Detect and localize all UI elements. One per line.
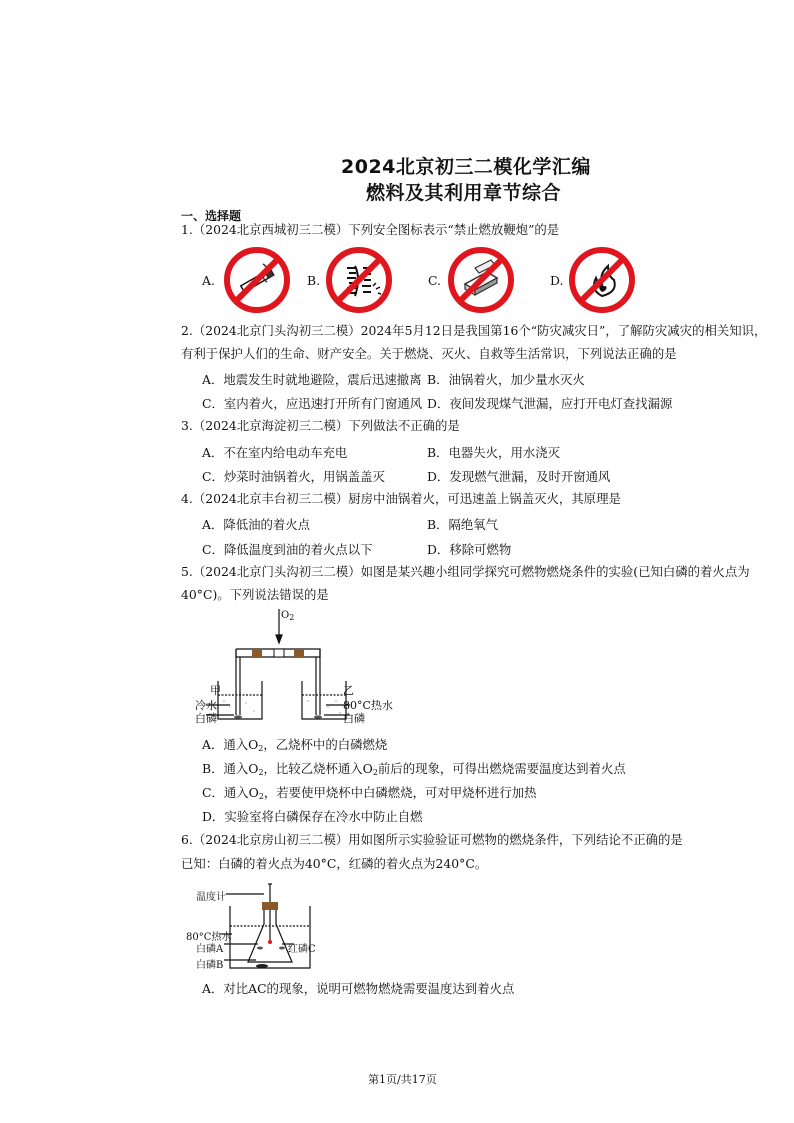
question-1-stem: 1.（2024北京西城初三二模）下列安全图标表示“禁止燃放鞭炮”的是 [181,222,560,237]
q1-label-c: C. [428,273,441,288]
no-matches-icon [447,246,515,314]
q3-option-a: A．不在室内给电动车充电 [202,445,348,460]
q5-label-hot-water: 80°C热水 [343,699,393,712]
question-6-known: 已知：白磷的着火点为40°C，红磷的着火点为240°C。 [181,856,488,871]
question-6-stem: 6.（2024北京房山初三二模）用如图所示实验验证可燃物的燃烧条件，下列结论不正确的是 [181,832,683,847]
q5-option-a: A．通入$O_2$，乙烧杯中的白磷燃烧 [202,737,388,753]
question-2-stem-line1: 2.（2024北京门头沟初三二模）2024年5月12日是我国第16个“防灾减灾日”，了解防灾减灾的相关知识， [181,323,767,338]
q3-option-d: D．发现燃气泄漏，及时开窗通风 [427,469,611,484]
q5-label-yi: 乙 [343,684,354,697]
section-heading: 一、选择题 [181,209,242,223]
q3-option-c: C．炒菜时油锅着火，用锅盖盖灭 [202,469,385,484]
q5-option-c: C．通入$O_2$，若要使甲烧杯中白磷燃烧，可对甲烧杯进行加热 [202,785,537,801]
q3-option-b: B．电器失火，用水浇灭 [427,445,561,460]
q4-option-d: D．移除可燃物 [427,542,512,557]
q6-label-white-p-b: 白磷B [196,960,224,971]
q2-option-c: C．室内着火，应迅速打开所有门窗通风 [202,396,423,411]
q6-label-red-p-c: 红磷C [288,944,316,955]
no-firecrackers-icon [325,246,393,314]
q2-option-a: A．地震发生时就地避险，震后迅速撤离 [202,372,422,387]
page-title-line1: 2024北京初三二模化学汇编 [341,156,591,178]
q5-label-white-p-left: 白磷 [195,712,217,725]
question-4-stem: 4.（2024北京丰台初三二模）厨房中油锅着火，可迅速盖上锅盖灭火，其原理是 [181,491,621,506]
q5-label-cold-water: 冷水 [195,699,217,712]
q6-option-a: A．对比AC的现象，说明可燃物燃烧需要温度达到着火点 [202,981,515,996]
page-title-line2: 燃料及其利用章节综合 [366,182,562,204]
q4-option-b: B．隔绝氧气 [427,517,499,532]
question-5-stem-line1: 5.（2024北京门头沟初三二模）如图是某兴趣小组同学探究可燃物燃烧条件的实验(已知白磷的着火点为 [181,564,750,579]
q2-option-b: B．油锅着火，加少量水灭火 [427,372,585,387]
q5-label-jia: 甲 [210,684,221,697]
q1-label-b: B. [307,273,321,288]
q4-option-a: A．降低油的着火点 [202,517,311,532]
q5-label-white-p-right: 白磷 [343,712,365,725]
q5-o2-label: $O_2$ [281,610,295,622]
question-5-stem-line2: 40°C)。下列说法错误的是 [181,587,329,602]
q6-label-hot-water: 80°C热水 [186,932,232,943]
q1-label-d: D. [550,273,564,288]
q6-label-white-p-a: 白磷A [196,944,224,955]
question-2-stem-line2: 有利于保护人们的生命、财产安全。关于燃烧、灭火、自救等生活常识，下列说法正确的是 [181,346,677,361]
q1-label-a: A. [202,273,215,288]
q2-option-d: D．夜间发现煤气泄漏，应打开电灯查找漏源 [427,396,673,411]
question-3-stem: 3.（2024北京海淀初三二模）下列做法不正确的是 [181,418,460,433]
no-smoking-icon [223,246,291,314]
q6-label-thermometer: 温度计 [196,892,226,903]
q5-option-b: B．通入$O_2$，比较乙烧杯通入$O_2$前后的现象，可得出燃烧需要温度达到着火点 [202,761,626,777]
no-open-flame-icon [568,246,636,314]
page-number: 第1页/共17页 [368,1073,437,1086]
q4-option-c: C．降低温度到油的着火点以下 [202,542,373,557]
q5-option-d: D．实验室将白磷保存在冷水中防止自燃 [202,809,423,824]
